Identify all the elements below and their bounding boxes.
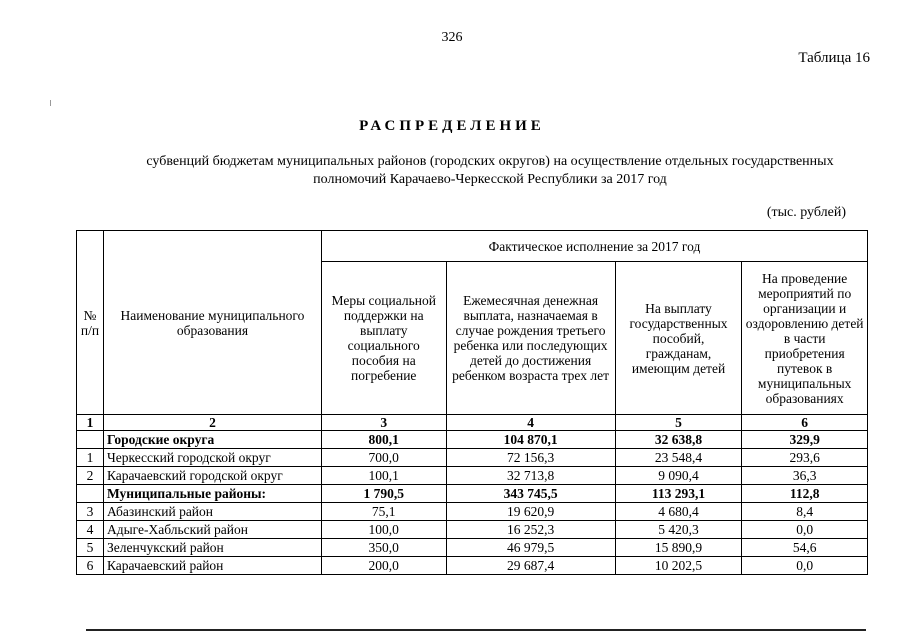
column-index: 5 (615, 415, 742, 431)
cell-col3: 75,1 (321, 503, 446, 521)
cell-col4: 32 713,8 (446, 467, 615, 485)
header-col6: На проведение мероприятий по организации и оздоровлению детей в части приобретения путевок в муниципальных образованиях (742, 262, 868, 415)
table-row (77, 431, 868, 449)
bottom-rule (86, 629, 866, 631)
header-col5: На выплату государственных пособий, гражданам, имеющим детей (615, 262, 742, 415)
cell-col4: 46 979,5 (446, 539, 615, 557)
cell-col5: 23 548,4 (615, 449, 742, 467)
cell-col6: 54,6 (742, 539, 868, 557)
column-index: 1 (77, 415, 104, 431)
cell-col4: 29 687,4 (446, 557, 615, 575)
row-name: Карачаевский район (103, 557, 321, 575)
cell-col4: 343 745,5 (446, 485, 615, 503)
table-row (77, 467, 868, 485)
table-row (77, 485, 868, 503)
cell-col5: 9 090,4 (615, 467, 742, 485)
cell-col3: 100,1 (321, 467, 446, 485)
row-name: Карачаевский городской округ (103, 467, 321, 485)
table-row (77, 503, 868, 521)
cell-col6: 0,0 (742, 521, 868, 539)
row-name: Адыге-Хабльский район (103, 521, 321, 539)
cell-col6: 329,9 (742, 431, 868, 449)
header-name: Наименование муниципального образования (103, 231, 321, 415)
row-name: Муниципальные районы: (103, 485, 321, 503)
row-number (77, 431, 104, 449)
header-col4: Ежемесячная денежная выплата, назначаемая в случае рождения третьего ребенка или последующих детей до достижения ребенком возраста трех лет (446, 262, 615, 415)
column-index: 3 (321, 415, 446, 431)
cell-col3: 350,0 (321, 539, 446, 557)
cell-col6: 8,4 (742, 503, 868, 521)
cell-col6: 0,0 (742, 557, 868, 575)
cell-col3: 200,0 (321, 557, 446, 575)
cell-col3: 100,0 (321, 521, 446, 539)
cell-col4: 72 156,3 (446, 449, 615, 467)
cell-col5: 15 890,9 (615, 539, 742, 557)
page-number: 326 (441, 30, 463, 45)
column-index-row (77, 415, 868, 431)
units-label: (тыс. рублей) (766, 205, 846, 220)
cell-col5: 113 293,1 (615, 485, 742, 503)
cell-col6: 293,6 (742, 449, 868, 467)
document-subtitle: субвенций бюджетам муниципальных районов (городских округов) на осуществление отдельных государственных полномочий Карачаево-Черкесской Республики за 2017 год (146, 154, 834, 187)
row-number: 2 (77, 467, 104, 485)
table-row (77, 449, 868, 467)
cell-col3: 800,1 (321, 431, 446, 449)
table-row (77, 539, 868, 557)
header-group: Фактическое исполнение за 2017 год (321, 231, 867, 262)
cell-col6: 112,8 (742, 485, 868, 503)
row-number: 5 (77, 539, 104, 557)
cell-col4: 16 252,3 (446, 521, 615, 539)
row-number: 4 (77, 521, 104, 539)
table-label: Таблица 16 (798, 50, 870, 66)
cell-col5: 5 420,3 (615, 521, 742, 539)
column-index: 4 (446, 415, 615, 431)
table-row (77, 557, 868, 575)
row-number: 1 (77, 449, 104, 467)
row-name: Зеленчукский район (103, 539, 321, 557)
scan-mark (50, 100, 51, 106)
cell-col5: 32 638,8 (615, 431, 742, 449)
table-row (77, 521, 868, 539)
row-number: 3 (77, 503, 104, 521)
cell-col4: 19 620,9 (446, 503, 615, 521)
row-name: Абазинский район (103, 503, 321, 521)
cell-col5: 10 202,5 (615, 557, 742, 575)
subvention-table (76, 230, 868, 575)
row-name: Городские округа (103, 431, 321, 449)
row-name: Черкесский городской округ (103, 449, 321, 467)
cell-col3: 700,0 (321, 449, 446, 467)
row-number: 6 (77, 557, 104, 575)
row-number (77, 485, 104, 503)
cell-col4: 104 870,1 (446, 431, 615, 449)
header-num: № п/п (77, 231, 104, 415)
document-title: РАСПРЕДЕЛЕНИЕ (359, 118, 545, 134)
cell-col3: 1 790,5 (321, 485, 446, 503)
column-index: 6 (742, 415, 868, 431)
header-col3: Меры социальной поддержки на выплату социального пособия на погребение (321, 262, 446, 415)
cell-col6: 36,3 (742, 467, 868, 485)
cell-col5: 4 680,4 (615, 503, 742, 521)
column-index: 2 (103, 415, 321, 431)
